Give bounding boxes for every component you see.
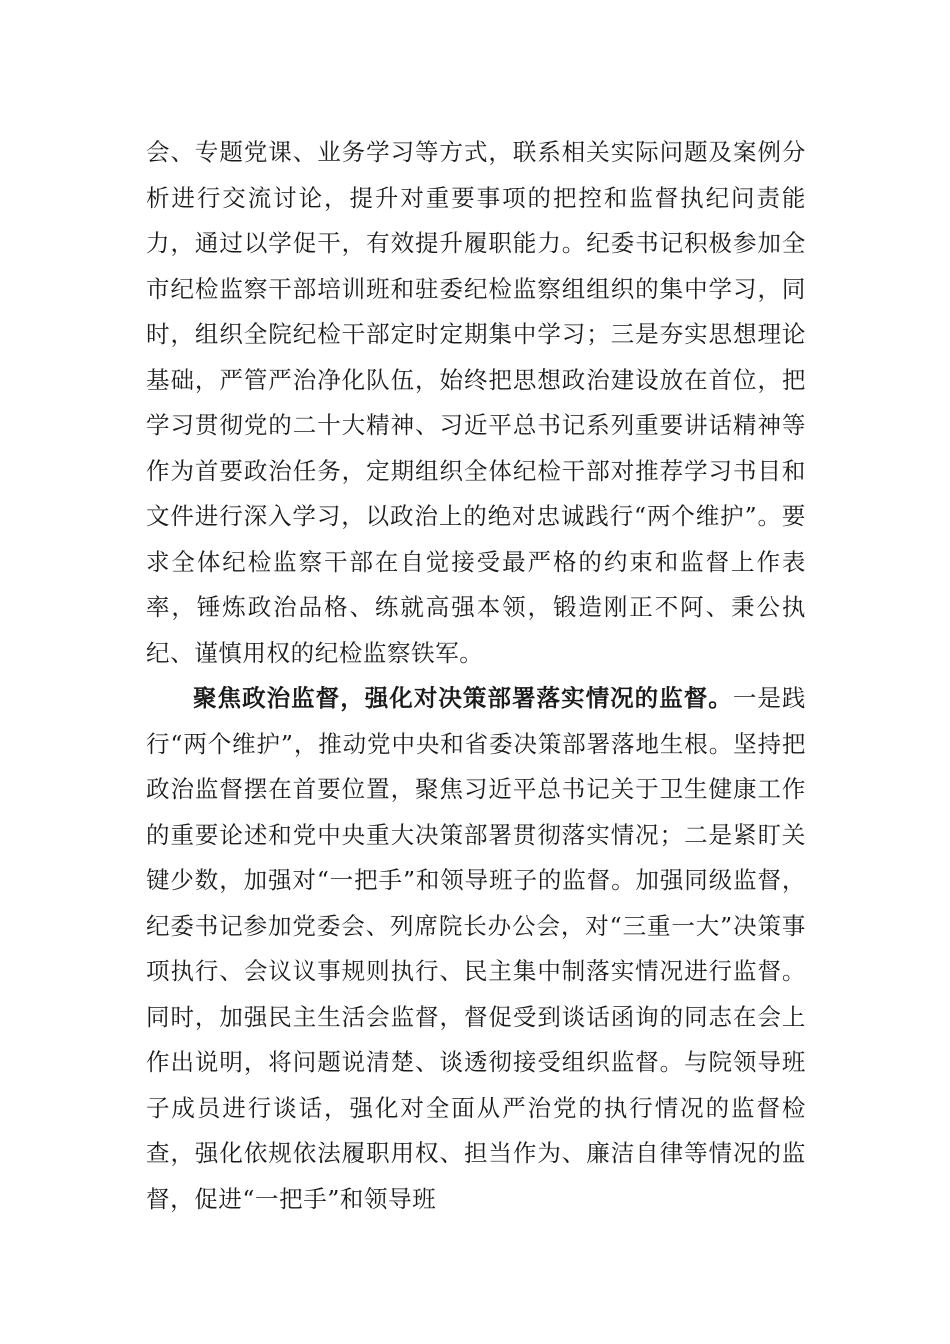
paragraph-training [146, 130, 806, 676]
paragraph-text: 一是践行“两个维护”，推动党中央和省委决策部署落地生根。坚持把政治监督摆在首要位置，聚焦习近平总书记关于卫生健康工作的重要论述和党中央重大决策部署贯彻落实情况；二是紧盯关键少数，加强对“一把手”和领导班子的监督。加强同级监督，纪委书记参加党委会、列席院长办公会，对“三重一大”决策事项执行、会议议事规则执行、民主集中制落实情况进行监督。同时，加强民主生活会监督，督促受到谈话函询的同志在会上作出说明，将问题说清楚、谈透彻接受组织监督。与院领导班子成员进行谈话，强化对全面从严治党的执行情况的监督检查，强化依规依法履职用权、担当作为、廉洁自律等情况的监督，促进“一把手”和领导班 [146, 684, 806, 1213]
paragraph-text: 会、专题党课、业务学习等方式，联系相关实际问题及案例分析进行交流讨论，提升对重要事项的把控和监督执纪问责能力，通过以学促干，有效提升履职能力。纪委书记积极参加全市纪检监察干部培训班和驻委纪检监察组组织的集中学习，同时，组织全院纪检干部定时定期集中学习；三是夯实思想理论基础，严管严治净化队伍，始终把思想政治建设放在首位，把学习贯彻党的二十大精神、习近平总书记系列重要讲话精神等作为首要政治任务，定期组织全体纪检干部对推荐学习书目和文件进行深入学习，以政治上的绝对忠诚践行“两个维护”。要求全体纪检监察干部在自觉接受最严格的约束和监督上作表率，锤炼政治品格、练就高强本领，锻造刚正不阿、秉公执纪、谨慎用权的纪检监察铁军。 [146, 138, 806, 667]
paragraph-lead-heading: 聚焦政治监督，强化对决策部署落实情况的监督。 [193, 684, 733, 712]
document-body [146, 130, 806, 1222]
paragraph-political-supervision [146, 676, 806, 1222]
